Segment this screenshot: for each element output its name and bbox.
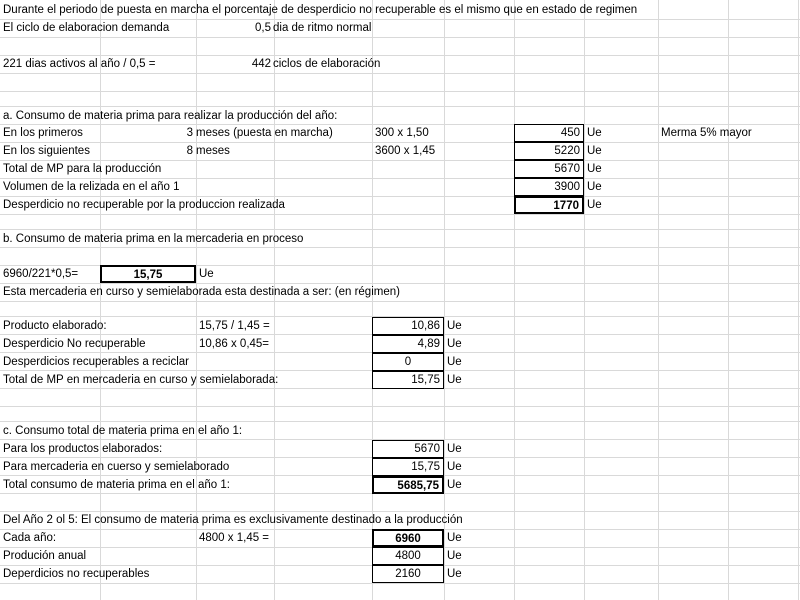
total-consumption-value[interactable]: 5685,75	[372, 476, 444, 494]
unit-label[interactable]: Ue	[447, 374, 462, 386]
nonrec-waste-label[interactable]: Desperdicio No recuperable	[3, 338, 146, 350]
product-label[interactable]: Producto elaborado:	[3, 320, 107, 332]
annual-production-value[interactable]: 4800	[372, 547, 444, 565]
total-mp-value[interactable]: 5670	[514, 160, 584, 178]
finished-products-label[interactable]: Para los productos elaborados:	[3, 443, 163, 455]
wip-total-value[interactable]: 15,75	[372, 371, 444, 389]
wip-goods-label[interactable]: Para mercaderia en cuerso y semielaborado	[3, 461, 230, 473]
unit-label[interactable]: Ue	[587, 127, 602, 139]
next-months-desc[interactable]: meses	[196, 145, 230, 157]
first-months-label[interactable]: En los primeros	[3, 127, 83, 139]
next-months-label[interactable]: En los siguientes	[3, 145, 90, 157]
unit-label[interactable]: Ue	[587, 181, 602, 193]
each-year-label[interactable]: Cada año:	[3, 532, 57, 544]
unit-label[interactable]: Ue	[447, 338, 462, 350]
active-days-label[interactable]: 221 dias activos al año / 0,5 =	[3, 58, 156, 70]
unit-label[interactable]: Ue	[199, 268, 214, 280]
gridline	[0, 106, 800, 107]
waste-label[interactable]: Desperdicio no recuperable por la produccion realizada	[3, 199, 285, 211]
section-b-heading[interactable]: b. Consumo de materia prima en la mercaderia en proceso	[3, 233, 304, 245]
wip-goods-value[interactable]: 15,75	[372, 458, 444, 476]
first-months-count[interactable]: 3	[186, 127, 193, 139]
gridline	[0, 229, 800, 230]
rec-waste-label[interactable]: Desperdicios recuperables a reciclar	[3, 356, 189, 368]
gridline	[0, 421, 800, 422]
merma-note[interactable]: Merma 5% mayor	[661, 127, 752, 139]
wip-formula[interactable]: 6960/221*0,5=	[3, 268, 79, 280]
each-year-calc[interactable]: 4800 x 1,45 =	[199, 532, 270, 544]
unit-label[interactable]: Ue	[587, 145, 602, 157]
annual-production-label[interactable]: Produción anual	[3, 550, 87, 562]
gridline	[584, 0, 585, 600]
gridline	[658, 0, 659, 600]
gridline	[728, 0, 729, 600]
nonrec-losses-value[interactable]: 2160	[372, 565, 444, 583]
gridline	[514, 0, 515, 600]
unit-label[interactable]: Ue	[447, 356, 462, 368]
cycle-label[interactable]: El ciclo de elaboracion demanda	[3, 22, 170, 34]
total-consumption-label[interactable]: Total consumo de materia prima en el año 1:	[3, 479, 230, 491]
unit-label[interactable]: Ue	[587, 199, 602, 211]
intro-note[interactable]: Durante el periodo de puesta en marcha el porcentaje de desperdicio no recuperable es el mismo que en estado de regimen	[3, 4, 638, 16]
nonrec-waste-value[interactable]: 4,89	[372, 335, 444, 353]
product-value[interactable]: 10,86	[372, 317, 444, 335]
next-months-total[interactable]: 5220	[514, 142, 584, 160]
waste-value[interactable]: 1770	[514, 196, 584, 214]
section-a-heading[interactable]: a. Consumo de materia prima para realizar la producción del año:	[3, 110, 338, 122]
rec-waste-value[interactable]: 0	[372, 353, 444, 371]
first-months-calc[interactable]: 300 x 1,50	[375, 127, 429, 139]
wip-value[interactable]: 15,75	[100, 265, 196, 283]
cycles-unit[interactable]: ciclos de elaboración	[273, 58, 381, 70]
volume-label[interactable]: Volumen de la relizada en el año 1	[3, 181, 180, 193]
unit-label[interactable]: Ue	[447, 320, 462, 332]
unit-label[interactable]: Ue	[447, 479, 462, 491]
unit-label[interactable]: Ue	[447, 532, 462, 544]
unit-label[interactable]: Ue	[447, 461, 462, 473]
nonrec-losses-label[interactable]: Deperdicios no recuperables	[3, 568, 150, 580]
gridline	[444, 0, 445, 600]
total-mp-label[interactable]: Total de MP para la producción	[3, 163, 162, 175]
unit-label[interactable]: Ue	[447, 568, 462, 580]
gridline	[0, 406, 800, 407]
volume-value[interactable]: 3900	[514, 178, 584, 196]
cycle-unit[interactable]: dia de ritmo normal	[273, 22, 372, 34]
unit-label[interactable]: Ue	[447, 443, 462, 455]
each-year-value[interactable]: 6960	[372, 529, 444, 547]
unit-label[interactable]: Ue	[447, 550, 462, 562]
wip-destination-note[interactable]: Esta mercaderia en curso y semielaborada esta destinada a ser: (en régimen)	[3, 286, 400, 298]
gridline	[798, 0, 799, 600]
years-2-5-heading[interactable]: Del Año 2 ol 5: El consumo de materia prima es exclusivamente destinado a la producción	[3, 514, 463, 526]
gridline	[0, 91, 800, 92]
section-c-heading[interactable]: c. Consumo total de materia prima en el año 1:	[3, 425, 243, 437]
gridline	[0, 583, 800, 584]
gridline	[0, 37, 800, 38]
cycles-value[interactable]: 442	[251, 58, 271, 70]
nonrec-waste-calc[interactable]: 10,86 x 0,45=	[199, 338, 270, 350]
first-months-total[interactable]: 450	[514, 124, 584, 142]
next-months-count[interactable]: 8	[186, 145, 193, 157]
cycle-value[interactable]: 0,5	[255, 22, 271, 34]
finished-products-value[interactable]: 5670	[372, 440, 444, 458]
gridline	[0, 73, 800, 74]
first-months-desc[interactable]: meses (puesta en marcha)	[196, 127, 333, 139]
gridline	[0, 301, 800, 302]
gridline	[0, 214, 800, 215]
product-calc[interactable]: 15,75 / 1,45 =	[199, 320, 270, 332]
next-months-calc[interactable]: 3600 x 1,45	[375, 145, 436, 157]
wip-total-label[interactable]: Total de MP en mercaderia en curso y semielaborada:	[3, 374, 279, 386]
unit-label[interactable]: Ue	[587, 163, 602, 175]
